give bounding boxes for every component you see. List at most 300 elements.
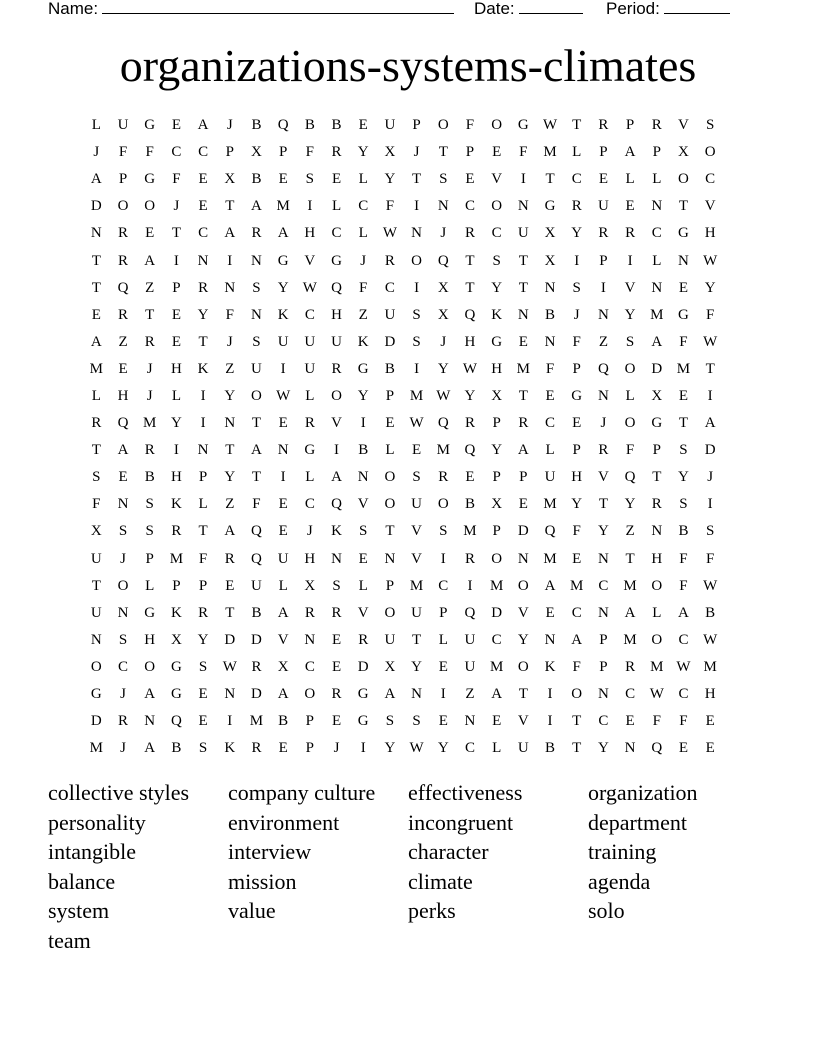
grid-letter[interactable]: I [200, 415, 206, 432]
grid-letter[interactable]: X [437, 306, 449, 323]
grid-letter[interactable]: G [517, 117, 529, 134]
grid-letter[interactable]: D [651, 360, 663, 377]
grid-letter[interactable]: R [464, 225, 475, 242]
grid-letter[interactable]: R [144, 442, 155, 459]
grid-letter[interactable]: I [520, 171, 526, 188]
grid-letter[interactable]: Y [437, 360, 449, 377]
grid-letter[interactable]: S [679, 442, 688, 459]
grid-letter[interactable]: L [652, 604, 662, 621]
grid-letter[interactable]: T [198, 523, 208, 540]
grid-letter[interactable]: N [544, 631, 556, 648]
grid-letter[interactable]: Y [624, 306, 636, 323]
grid-letter[interactable]: N [678, 252, 689, 269]
grid-letter[interactable]: U [251, 577, 262, 594]
grid-letter[interactable]: T [225, 442, 235, 459]
grid-letter[interactable]: F [385, 198, 395, 215]
grid-letter[interactable]: Y [597, 740, 609, 757]
grid-letter[interactable]: N [544, 333, 556, 350]
grid-letter[interactable]: A [277, 604, 289, 621]
grid-letter[interactable]: S [252, 333, 261, 350]
grid-letter[interactable]: F [118, 144, 128, 161]
grid-letter[interactable]: B [304, 117, 315, 134]
grid-letter[interactable]: M [89, 360, 104, 377]
grid-letter[interactable]: J [120, 686, 126, 703]
grid-letter[interactable]: V [704, 198, 716, 215]
grid-letter[interactable]: X [384, 144, 396, 161]
grid-letter[interactable]: L [358, 225, 368, 242]
grid-letter[interactable]: U [517, 225, 529, 242]
grid-letter[interactable]: Q [331, 279, 342, 296]
grid-letter[interactable]: N [437, 198, 449, 215]
grid-letter[interactable]: F [92, 496, 101, 513]
grid-letter[interactable]: Y [624, 496, 636, 513]
grid-letter[interactable]: X [224, 171, 236, 188]
grid-letter[interactable]: E [385, 415, 395, 432]
grid-letter[interactable]: N [411, 686, 423, 703]
grid-letter[interactable]: W [703, 631, 718, 648]
grid-letter[interactable]: Z [145, 279, 155, 296]
grid-letter[interactable]: E [598, 171, 608, 188]
grid-letter[interactable]: F [519, 144, 528, 161]
grid-letter[interactable]: O [384, 604, 396, 621]
grid-letter[interactable]: M [249, 713, 264, 730]
grid-letter[interactable]: G [304, 442, 316, 459]
grid-letter[interactable]: Q [464, 442, 476, 459]
grid-letter[interactable]: R [625, 225, 636, 242]
grid-letter[interactable]: F [705, 550, 715, 567]
grid-letter[interactable]: O [144, 658, 156, 675]
grid-letter[interactable]: Y [170, 415, 182, 432]
grid-letter[interactable]: B [251, 171, 262, 188]
grid-letter[interactable]: E [278, 415, 288, 432]
grid-letter[interactable]: V [304, 252, 316, 269]
grid-letter[interactable]: C [198, 144, 209, 161]
grid-letter[interactable]: S [359, 523, 368, 540]
grid-letter[interactable]: N [90, 225, 102, 242]
grid-letter[interactable]: G [144, 171, 156, 188]
grid-letter[interactable]: I [227, 252, 233, 269]
grid-letter[interactable]: O [624, 415, 636, 432]
grid-letter[interactable]: M [543, 496, 557, 513]
grid-letter[interactable]: F [225, 306, 234, 323]
grid-letter[interactable]: L [358, 577, 368, 594]
grid-letter[interactable]: N [651, 279, 663, 296]
grid-letter[interactable]: Z [225, 496, 235, 513]
grid-letter[interactable]: M [489, 577, 504, 594]
grid-letter[interactable]: W [436, 387, 451, 404]
grid-letter[interactable]: R [171, 523, 182, 540]
grid-letter[interactable]: U [411, 496, 423, 513]
grid-letter[interactable]: V [491, 171, 503, 188]
grid-letter[interactable]: A [384, 686, 396, 703]
grid-letter[interactable]: E [438, 713, 448, 730]
grid-letter[interactable]: V [277, 631, 289, 648]
grid-letter[interactable]: E [625, 713, 635, 730]
grid-letter[interactable]: Q [251, 550, 262, 567]
grid-letter[interactable]: J [120, 550, 126, 567]
grid-letter[interactable]: U [304, 333, 316, 350]
grid-letter[interactable]: R [331, 686, 342, 703]
grid-letter[interactable]: J [360, 252, 367, 269]
grid-letter[interactable]: Y [357, 144, 369, 161]
grid-letter[interactable]: Q [464, 604, 476, 621]
grid-letter[interactable]: C [118, 658, 129, 675]
grid-letter[interactable]: S [412, 469, 421, 486]
grid-letter[interactable]: Y [197, 631, 209, 648]
grid-letter[interactable]: R [384, 252, 395, 269]
grid-letter[interactable]: M [703, 658, 717, 675]
grid-letter[interactable]: X [384, 658, 396, 675]
grid-letter[interactable]: U [251, 360, 262, 377]
grid-letter[interactable]: H [304, 225, 316, 242]
grid-letter[interactable]: A [624, 144, 636, 161]
grid-letter[interactable]: E [118, 469, 128, 486]
grid-letter[interactable]: U [544, 469, 556, 486]
grid-letter[interactable]: S [412, 333, 421, 350]
date-blank-line[interactable] [519, 0, 583, 14]
grid-letter[interactable]: T [465, 252, 475, 269]
grid-letter[interactable]: W [676, 658, 691, 675]
grid-letter[interactable]: U [464, 631, 476, 648]
grid-letter[interactable]: N [464, 713, 476, 730]
grid-letter[interactable]: H [464, 333, 476, 350]
grid-letter[interactable]: N [117, 496, 129, 513]
grid-letter[interactable]: P [145, 550, 154, 567]
grid-letter[interactable]: M [676, 360, 691, 377]
grid-letter[interactable]: V [331, 415, 342, 432]
grid-letter[interactable]: E [678, 279, 689, 296]
grid-letter[interactable]: C [198, 225, 209, 242]
grid-letter[interactable]: D [90, 713, 102, 730]
grid-letter[interactable]: W [222, 658, 237, 675]
grid-letter[interactable]: N [197, 442, 209, 459]
grid-letter[interactable]: V [597, 469, 609, 486]
grid-letter[interactable]: R [144, 333, 155, 350]
grid-letter[interactable]: I [173, 252, 179, 269]
grid-letter[interactable]: C [304, 306, 315, 323]
grid-letter[interactable]: L [305, 387, 315, 404]
grid-letter[interactable]: A [144, 686, 156, 703]
grid-letter[interactable]: E [412, 442, 422, 459]
grid-letter[interactable]: R [251, 658, 262, 675]
grid-letter[interactable]: Y [437, 740, 449, 757]
grid-letter[interactable]: G [144, 117, 156, 134]
grid-letter[interactable]: B [251, 117, 262, 134]
grid-letter[interactable]: E [171, 306, 181, 323]
grid-letter[interactable]: H [117, 387, 129, 404]
grid-letter[interactable]: R [118, 306, 129, 323]
grid-letter[interactable]: A [571, 631, 583, 648]
grid-letter[interactable]: D [704, 442, 716, 459]
grid-letter[interactable]: R [251, 225, 262, 242]
grid-letter[interactable]: E [492, 144, 502, 161]
period-blank-line[interactable] [664, 0, 730, 14]
grid-letter[interactable]: R [464, 550, 475, 567]
grid-letter[interactable]: C [545, 415, 556, 432]
grid-letter[interactable]: T [251, 469, 262, 486]
grid-letter[interactable]: O [651, 631, 663, 648]
grid-letter[interactable]: B [384, 360, 395, 377]
grid-letter[interactable]: T [145, 306, 155, 323]
grid-letter[interactable]: T [91, 279, 101, 296]
grid-letter[interactable]: P [198, 577, 208, 594]
grid-letter[interactable]: F [465, 117, 475, 134]
grid-letter[interactable]: Z [598, 333, 608, 350]
grid-letter[interactable]: C [491, 631, 502, 648]
grid-letter[interactable]: X [277, 658, 289, 675]
grid-letter[interactable]: S [705, 523, 715, 540]
grid-letter[interactable]: I [334, 442, 340, 459]
grid-letter[interactable]: B [251, 604, 262, 621]
grid-letter[interactable]: Y [704, 279, 716, 296]
grid-letter[interactable]: G [571, 387, 583, 404]
grid-letter[interactable]: F [145, 144, 154, 161]
grid-letter[interactable]: Y [277, 279, 289, 296]
grid-letter[interactable]: U [384, 306, 396, 323]
grid-letter[interactable]: Y [384, 171, 396, 188]
grid-letter[interactable]: O [704, 144, 716, 161]
grid-letter[interactable]: N [197, 252, 209, 269]
grid-letter[interactable]: R [251, 740, 262, 757]
grid-letter[interactable]: L [331, 198, 342, 215]
grid-letter[interactable]: Q [624, 469, 636, 486]
grid-letter[interactable]: L [198, 496, 208, 513]
grid-letter[interactable]: R [625, 658, 636, 675]
grid-letter[interactable]: C [304, 658, 315, 675]
grid-letter[interactable]: S [439, 171, 448, 188]
grid-letter[interactable]: M [516, 360, 531, 377]
grid-letter[interactable]: H [571, 469, 583, 486]
grid-letter[interactable]: I [440, 686, 446, 703]
grid-letter[interactable]: S [118, 631, 128, 648]
grid-letter[interactable]: Z [358, 306, 368, 323]
grid-letter[interactable]: R [224, 550, 235, 567]
grid-letter[interactable]: G [678, 306, 689, 323]
grid-letter[interactable]: E [678, 740, 689, 757]
grid-letter[interactable]: X [678, 144, 689, 161]
grid-letter[interactable]: S [332, 577, 341, 594]
grid-letter[interactable]: K [357, 333, 369, 350]
grid-letter[interactable]: C [678, 631, 689, 648]
grid-letter[interactable]: P [278, 144, 288, 161]
grid-letter[interactable]: E [331, 713, 342, 730]
grid-letter[interactable]: K [544, 658, 556, 675]
grid-letter[interactable]: Y [517, 631, 529, 648]
grid-letter[interactable]: G [170, 686, 182, 703]
grid-letter[interactable]: Y [678, 469, 689, 486]
grid-letter[interactable]: H [170, 360, 182, 377]
grid-letter[interactable]: R [304, 415, 315, 432]
grid-letter[interactable]: M [409, 577, 424, 594]
grid-letter[interactable]: G [544, 198, 556, 215]
grid-letter[interactable]: C [464, 740, 475, 757]
grid-letter[interactable]: Q [117, 415, 129, 432]
grid-letter[interactable]: I [414, 360, 420, 377]
grid-letter[interactable]: T [171, 225, 181, 242]
grid-letter[interactable]: Y [571, 225, 583, 242]
name-blank-line[interactable] [102, 0, 454, 14]
grid-letter[interactable]: G [331, 252, 342, 269]
grid-letter[interactable]: R [118, 225, 129, 242]
grid-letter[interactable]: R [331, 604, 342, 621]
grid-letter[interactable]: R [518, 415, 529, 432]
grid-letter[interactable]: L [492, 740, 502, 757]
date-field[interactable] [474, 0, 583, 19]
grid-letter[interactable]: P [172, 577, 181, 594]
grid-letter[interactable]: N [117, 604, 129, 621]
grid-letter[interactable]: F [252, 496, 261, 513]
name-field[interactable] [48, 0, 454, 19]
grid-letter[interactable]: L [278, 577, 288, 594]
grid-letter[interactable]: J [440, 225, 447, 242]
grid-letter[interactable]: U [464, 658, 476, 675]
grid-letter[interactable]: S [145, 523, 154, 540]
grid-letter[interactable]: Q [251, 523, 262, 540]
grid-letter[interactable]: J [600, 415, 607, 432]
grid-letter[interactable]: R [651, 117, 662, 134]
grid-letter[interactable]: U [331, 333, 342, 350]
grid-letter[interactable]: A [224, 523, 236, 540]
grid-letter[interactable]: J [146, 387, 153, 404]
grid-letter[interactable]: N [651, 198, 663, 215]
grid-letter[interactable]: E [705, 713, 715, 730]
grid-letter[interactable]: L [385, 442, 395, 459]
grid-letter[interactable]: L [91, 387, 101, 404]
grid-letter[interactable]: V [517, 604, 529, 621]
grid-letter[interactable]: E [145, 225, 155, 242]
grid-letter[interactable]: B [144, 469, 155, 486]
grid-letter[interactable]: Y [464, 387, 476, 404]
grid-letter[interactable]: M [570, 577, 584, 594]
grid-letter[interactable]: P [599, 144, 608, 161]
grid-letter[interactable]: J [413, 144, 420, 161]
grid-letter[interactable]: I [414, 279, 420, 296]
grid-letter[interactable]: H [704, 225, 716, 242]
grid-letter[interactable]: C [464, 198, 475, 215]
grid-letter[interactable]: X [544, 252, 556, 269]
grid-letter[interactable]: F [705, 306, 715, 323]
grid-letter[interactable]: T [652, 469, 662, 486]
grid-letter[interactable]: N [90, 631, 102, 648]
grid-letter[interactable]: E [198, 171, 208, 188]
grid-letter[interactable]: K [170, 496, 182, 513]
grid-letter[interactable]: U [90, 550, 102, 567]
grid-letter[interactable]: P [412, 117, 421, 134]
grid-letter[interactable]: A [144, 252, 156, 269]
grid-letter[interactable]: I [440, 550, 446, 567]
grid-letter[interactable]: V [517, 713, 529, 730]
grid-letter[interactable]: G [651, 415, 663, 432]
grid-letter[interactable]: L [171, 387, 181, 404]
grid-letter[interactable]: Q [651, 740, 663, 757]
grid-letter[interactable]: E [545, 387, 555, 404]
grid-letter[interactable]: B [464, 496, 475, 513]
grid-letter[interactable]: H [170, 469, 182, 486]
grid-letter[interactable]: U [277, 550, 289, 567]
grid-letter[interactable]: N [517, 198, 529, 215]
grid-letter[interactable]: B [545, 740, 556, 757]
grid-letter[interactable]: O [678, 171, 689, 188]
grid-letter[interactable]: P [519, 469, 528, 486]
grid-letter[interactable]: V [678, 117, 689, 134]
grid-letter[interactable]: P [599, 631, 608, 648]
grid-letter[interactable]: T [572, 713, 582, 730]
grid-letter[interactable]: R [598, 225, 609, 242]
grid-letter[interactable]: E [171, 117, 181, 134]
grid-letter[interactable]: E [572, 415, 582, 432]
grid-letter[interactable]: F [572, 658, 581, 675]
grid-letter[interactable]: J [573, 306, 580, 323]
grid-letter[interactable]: U [517, 740, 529, 757]
grid-letter[interactable]: A [491, 686, 503, 703]
grid-letter[interactable]: E [572, 550, 582, 567]
grid-letter[interactable]: L [652, 252, 662, 269]
grid-letter[interactable]: O [517, 577, 529, 594]
grid-letter[interactable]: L [652, 171, 662, 188]
grid-letter[interactable]: L [625, 387, 635, 404]
grid-letter[interactable]: S [412, 306, 421, 323]
grid-letter[interactable]: A [331, 469, 342, 486]
grid-letter[interactable]: S [385, 713, 395, 730]
grid-letter[interactable]: O [651, 577, 663, 594]
grid-letter[interactable]: M [463, 523, 477, 540]
grid-letter[interactable]: X [491, 387, 503, 404]
grid-letter[interactable]: F [359, 279, 368, 296]
grid-letter[interactable]: U [384, 631, 396, 648]
grid-letter[interactable]: U [117, 117, 129, 134]
grid-letter[interactable]: A [624, 604, 636, 621]
grid-letter[interactable]: M [489, 658, 504, 675]
grid-letter[interactable]: A [544, 577, 556, 594]
grid-letter[interactable]: C [331, 225, 342, 242]
grid-letter[interactable]: L [572, 144, 582, 161]
grid-letter[interactable]: P [599, 252, 608, 269]
grid-letter[interactable]: H [704, 686, 716, 703]
grid-letter[interactable]: A [117, 442, 129, 459]
grid-letter[interactable]: G [144, 604, 156, 621]
grid-letter[interactable]: O [384, 469, 396, 486]
grid-letter[interactable]: H [491, 360, 503, 377]
grid-letter[interactable]: W [409, 415, 424, 432]
grid-letter[interactable]: G [678, 225, 689, 242]
grid-letter[interactable]: Q [437, 252, 449, 269]
grid-letter[interactable]: M [89, 740, 104, 757]
grid-letter[interactable]: R [331, 144, 342, 161]
grid-letter[interactable]: T [625, 550, 635, 567]
grid-letter[interactable]: W [382, 225, 397, 242]
grid-letter[interactable]: J [707, 469, 714, 486]
grid-letter[interactable]: T [705, 360, 715, 377]
grid-letter[interactable]: E [492, 713, 502, 730]
grid-letter[interactable]: I [707, 496, 713, 513]
grid-letter[interactable]: W [703, 577, 718, 594]
grid-letter[interactable]: W [302, 279, 317, 296]
grid-letter[interactable]: N [304, 631, 316, 648]
grid-letter[interactable]: S [412, 713, 421, 730]
grid-letter[interactable]: Y [197, 306, 209, 323]
grid-letter[interactable]: V [357, 496, 369, 513]
grid-letter[interactable]: F [572, 523, 581, 540]
grid-letter[interactable]: E [465, 469, 475, 486]
grid-letter[interactable]: A [704, 415, 716, 432]
grid-letter[interactable]: Y [357, 387, 369, 404]
grid-letter[interactable]: E [225, 577, 235, 594]
grid-letter[interactable]: N [597, 686, 609, 703]
grid-letter[interactable]: A [277, 686, 289, 703]
grid-letter[interactable]: T [465, 279, 475, 296]
grid-letter[interactable]: P [172, 279, 181, 296]
grid-letter[interactable]: E [465, 171, 475, 188]
